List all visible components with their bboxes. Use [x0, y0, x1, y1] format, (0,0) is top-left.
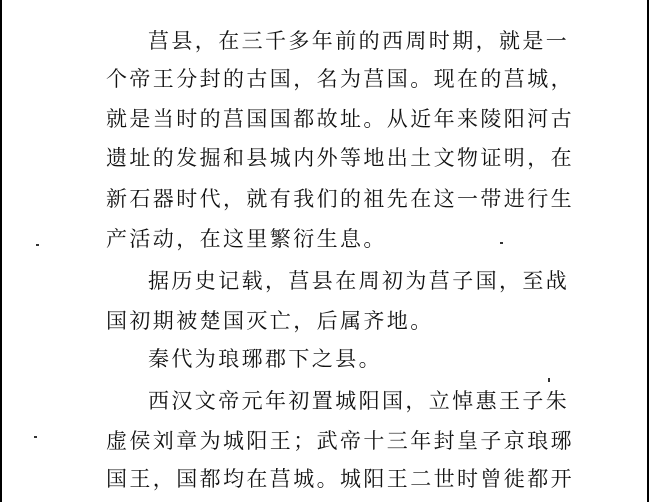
text-line-12: 国王，国都均在莒城。城阳王二世时曾徙都开	[106, 467, 574, 491]
text-line-1: 莒县，在三千多年前的西周时期，就是一	[148, 29, 570, 53]
text-line-8: 国初期被楚国灭亡，后属齐地。	[106, 309, 434, 333]
scan-speck	[500, 242, 503, 244]
text-line-4: 遗址的发掘和县城内外等地出土文物证明，在	[106, 146, 574, 170]
text-line-5: 新石器时代，就有我们的祖先在这一带进行生	[106, 187, 574, 211]
scan-speck	[34, 436, 37, 438]
scan-speck	[548, 378, 550, 382]
page-left-border	[0, 0, 2, 502]
text-line-3: 就是当时的莒国国都故址。从近年来陵阳河古	[106, 107, 574, 131]
text-line-9: 秦代为琅琊郡下之县。	[148, 347, 382, 371]
text-line-2: 个帝王分封的古国，名为莒国。现在的莒城，	[106, 67, 574, 91]
text-line-11: 虚侯刘章为城阳王；武帝十三年封皇子京琅琊	[106, 429, 574, 453]
scan-speck	[36, 244, 39, 246]
text-line-10: 西汉文帝元年初置城阳国，立悼惠王子朱	[148, 389, 570, 413]
text-line-6: 产活动，在这里繁衍生息。	[106, 227, 387, 251]
text-line-7: 据历史记载，莒县在周初为莒子国，至战	[148, 269, 570, 293]
